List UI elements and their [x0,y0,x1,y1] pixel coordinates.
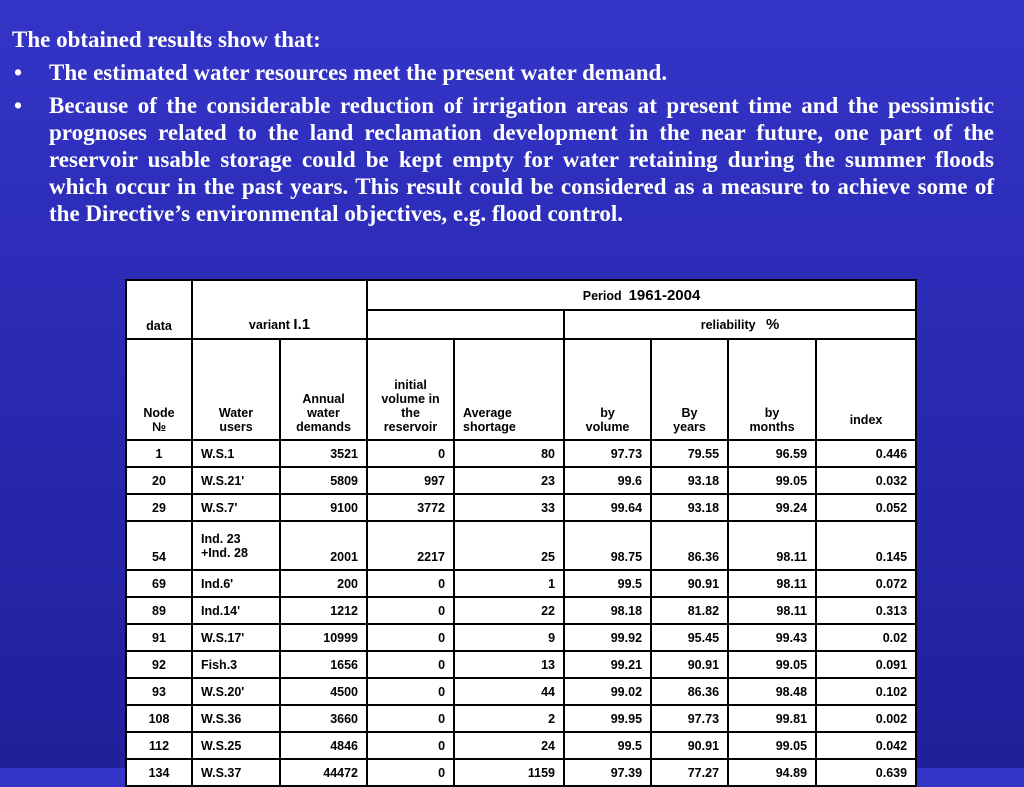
by-months-cell: 98.11 [728,597,816,624]
by-years-cell: 90.91 [651,651,728,678]
annual-demand-cell: 2001 [280,521,367,570]
by-volume-cell: 99.21 [564,651,651,678]
bullet-list [12,59,994,227]
initial-volume-cell: 0 [367,597,454,624]
by-volume-cell: 99.02 [564,678,651,705]
annual-demand-cell: 3521 [280,440,367,467]
by-volume-column-header [564,339,651,440]
node-cell: 112 [126,732,192,759]
by-years-cell: 77.27 [651,759,728,786]
annual-demand-cell: 4846 [280,732,367,759]
water-user-cell: W.S.36 [192,705,280,732]
index-cell: 0.313 [816,597,916,624]
average-shortage-cell: 1 [454,570,564,597]
node-cell: 91 [126,624,192,651]
by-months-cell: 99.05 [728,732,816,759]
node-cell: 134 [126,759,192,786]
water-user-cell: W.S.21' [192,467,280,494]
by-months-cell: 96.59 [728,440,816,467]
table-row [126,705,916,732]
volume-header-line: by [600,406,615,420]
annual-demand-cell: 10999 [280,624,367,651]
by-years-cell: 86.36 [651,678,728,705]
by-volume-cell: 99.95 [564,705,651,732]
variant-label: variant [248,318,290,332]
by-years-cell: 90.91 [651,732,728,759]
reliability-header-cell [564,310,916,339]
months-header-line: by [764,406,780,420]
annual-header-line: water [307,406,340,420]
initial-volume-cell: 0 [367,570,454,597]
bullet-text: The estimated water resources meet the present water demand. [49,60,668,85]
by-volume-cell: 99.92 [564,624,651,651]
node-cell: 54 [126,521,192,570]
reliability-label: reliability [700,318,756,332]
average-shortage-cell: 24 [454,732,564,759]
index-cell: 0.072 [816,570,916,597]
table-row [126,651,916,678]
annual-demand-cell: 3660 [280,705,367,732]
initial-header-line: reservoir [383,420,438,434]
by-years-cell: 86.36 [651,521,728,570]
node-column-header [126,339,192,440]
by-years-cell: 79.55 [651,440,728,467]
shortage-header-line: Average [463,406,512,420]
node-cell: 89 [126,597,192,624]
index-cell: 0.145 [816,521,916,570]
by-months-column-header [728,339,816,440]
slide-text [12,26,994,233]
index-cell: 0.102 [816,678,916,705]
initial-volume-cell: 997 [367,467,454,494]
water-user-cell: W.S.7' [192,494,280,521]
water-user-cell: W.S.1 [192,440,280,467]
initial-volume-cell: 0 [367,624,454,651]
index-cell: 0.052 [816,494,916,521]
annual-demand-cell: 9100 [280,494,367,521]
header-row-period [126,280,916,310]
by-months-cell: 99.05 [728,467,816,494]
period-header-cell [367,280,916,310]
node-header-line: № [152,420,166,434]
bullet-item [12,92,994,227]
by-volume-cell: 99.6 [564,467,651,494]
average-shortage-cell: 9 [454,624,564,651]
node-cell: 20 [126,467,192,494]
users-header-line: Water [218,406,254,420]
index-cell: 0.639 [816,759,916,786]
variant-value: I.1 [293,316,311,333]
initial-volume-cell: 2217 [367,521,454,570]
annual-demand-cell: 5809 [280,467,367,494]
water-user-line: Ind. 23 [201,531,241,546]
water-user-cell: W.S.20' [192,678,280,705]
annual-demand-cell: 200 [280,570,367,597]
months-header-line: months [749,420,795,434]
reliability-unit: % [766,316,780,333]
average-shortage-cell: 23 [454,467,564,494]
users-column-header [192,339,280,440]
node-cell: 69 [126,570,192,597]
by-months-cell: 94.89 [728,759,816,786]
table-row [126,624,916,651]
table-row [126,597,916,624]
initial-volume-cell: 0 [367,732,454,759]
table-row [126,732,916,759]
by-months-cell: 98.11 [728,570,816,597]
period-label: Period [582,288,622,303]
by-years-cell: 93.18 [651,467,728,494]
index-cell: 0.091 [816,651,916,678]
initial-header-line: initial [394,378,427,392]
by-months-cell: 98.11 [728,521,816,570]
annual-demand-cell: 1656 [280,651,367,678]
annual-header-line: Annual [302,392,345,406]
index-cell: 0.02 [816,624,916,651]
volume-header-line: volume [585,420,630,434]
node-cell: 92 [126,651,192,678]
water-user-cell [192,521,280,570]
initial-volume-cell: 0 [367,705,454,732]
header-row-columns [126,339,916,440]
period-value: 1961-2004 [628,286,701,304]
table-row [126,467,916,494]
initial-header-line: the [401,406,420,420]
by-volume-cell: 99.64 [564,494,651,521]
users-header-line: users [219,420,253,434]
shortage-header-line: shortage [463,420,516,434]
node-header-line: Node [143,406,175,420]
table-row [126,759,916,786]
annual-demand-cell: 4500 [280,678,367,705]
by-years-cell: 81.82 [651,597,728,624]
average-shortage-cell: 2 [454,705,564,732]
table-row [126,494,916,521]
average-shortage-cell: 25 [454,521,564,570]
by-years-cell: 95.45 [651,624,728,651]
initial-volume-cell: 3772 [367,494,454,521]
initial-volume-cell: 0 [367,651,454,678]
initial-volume-cell: 0 [367,440,454,467]
initial-volume-cell: 0 [367,678,454,705]
intro-line: The obtained results show that: [12,27,321,52]
by-volume-cell: 99.5 [564,732,651,759]
water-user-cell: W.S.37 [192,759,280,786]
initial-header-line: volume in [381,392,440,406]
water-user-line: +Ind. 28 [201,545,248,560]
results-table-container [125,279,915,787]
results-table [125,279,917,787]
index-cell: 0.002 [816,705,916,732]
table-row [126,521,916,570]
annual-demand-cell: 44472 [280,759,367,786]
by-months-cell: 99.24 [728,494,816,521]
average-shortage-cell: 1159 [454,759,564,786]
index-header-label: index [849,413,883,427]
average-shortage-cell: 44 [454,678,564,705]
by-months-cell: 98.48 [728,678,816,705]
by-volume-cell: 97.73 [564,440,651,467]
water-user-cell: W.S.17' [192,624,280,651]
empty-header-cell [367,310,564,339]
years-header-line: years [673,420,706,434]
index-cell: 0.446 [816,440,916,467]
shortage-column-header [454,339,564,440]
by-years-column-header [651,339,728,440]
annual-demand-cell: 1212 [280,597,367,624]
by-months-cell: 99.81 [728,705,816,732]
by-months-cell: 99.43 [728,624,816,651]
bullet-dot: • [14,60,23,85]
average-shortage-cell: 13 [454,651,564,678]
node-cell: 108 [126,705,192,732]
annual-demand-column-header [280,339,367,440]
table-row [126,570,916,597]
bullet-text: Because of the considerable reduction of irrigation areas at present time and the pessimistic prognoses related to the land reclamation development in the near future, one part of the reservoir usable storage could be kept empty for water retaining during the summer floods which occur in the past years. This result could be considered as a measure to achieve some of the Directive’s environmental objectives, e.g. flood control. [49,93,994,226]
node-cell: 1 [126,440,192,467]
initial-volume-column-header [367,339,454,440]
water-user-cell: W.S.25 [192,732,280,759]
by-years-cell: 93.18 [651,494,728,521]
water-user-cell: Ind.14' [192,597,280,624]
by-years-cell: 97.73 [651,705,728,732]
node-cell: 29 [126,494,192,521]
average-shortage-cell: 22 [454,597,564,624]
water-user-cell: Fish.3 [192,651,280,678]
table-row [126,678,916,705]
index-cell: 0.032 [816,467,916,494]
by-months-cell: 99.05 [728,651,816,678]
initial-volume-cell: 0 [367,759,454,786]
index-column-header [816,339,916,440]
data-label: data [146,319,172,333]
annual-header-line: demands [296,420,351,434]
bullet-dot: • [14,93,23,118]
bullet-item [12,59,994,86]
by-volume-cell: 97.39 [564,759,651,786]
years-header-line: By [681,406,698,420]
index-cell: 0.042 [816,732,916,759]
average-shortage-cell: 33 [454,494,564,521]
water-user-cell: Ind.6' [192,570,280,597]
variant-header-cell [192,280,367,339]
node-cell: 93 [126,678,192,705]
by-years-cell: 90.91 [651,570,728,597]
data-header-cell [126,280,192,339]
table-row [126,440,916,467]
by-volume-cell: 98.75 [564,521,651,570]
by-volume-cell: 98.18 [564,597,651,624]
average-shortage-cell: 80 [454,440,564,467]
by-volume-cell: 99.5 [564,570,651,597]
